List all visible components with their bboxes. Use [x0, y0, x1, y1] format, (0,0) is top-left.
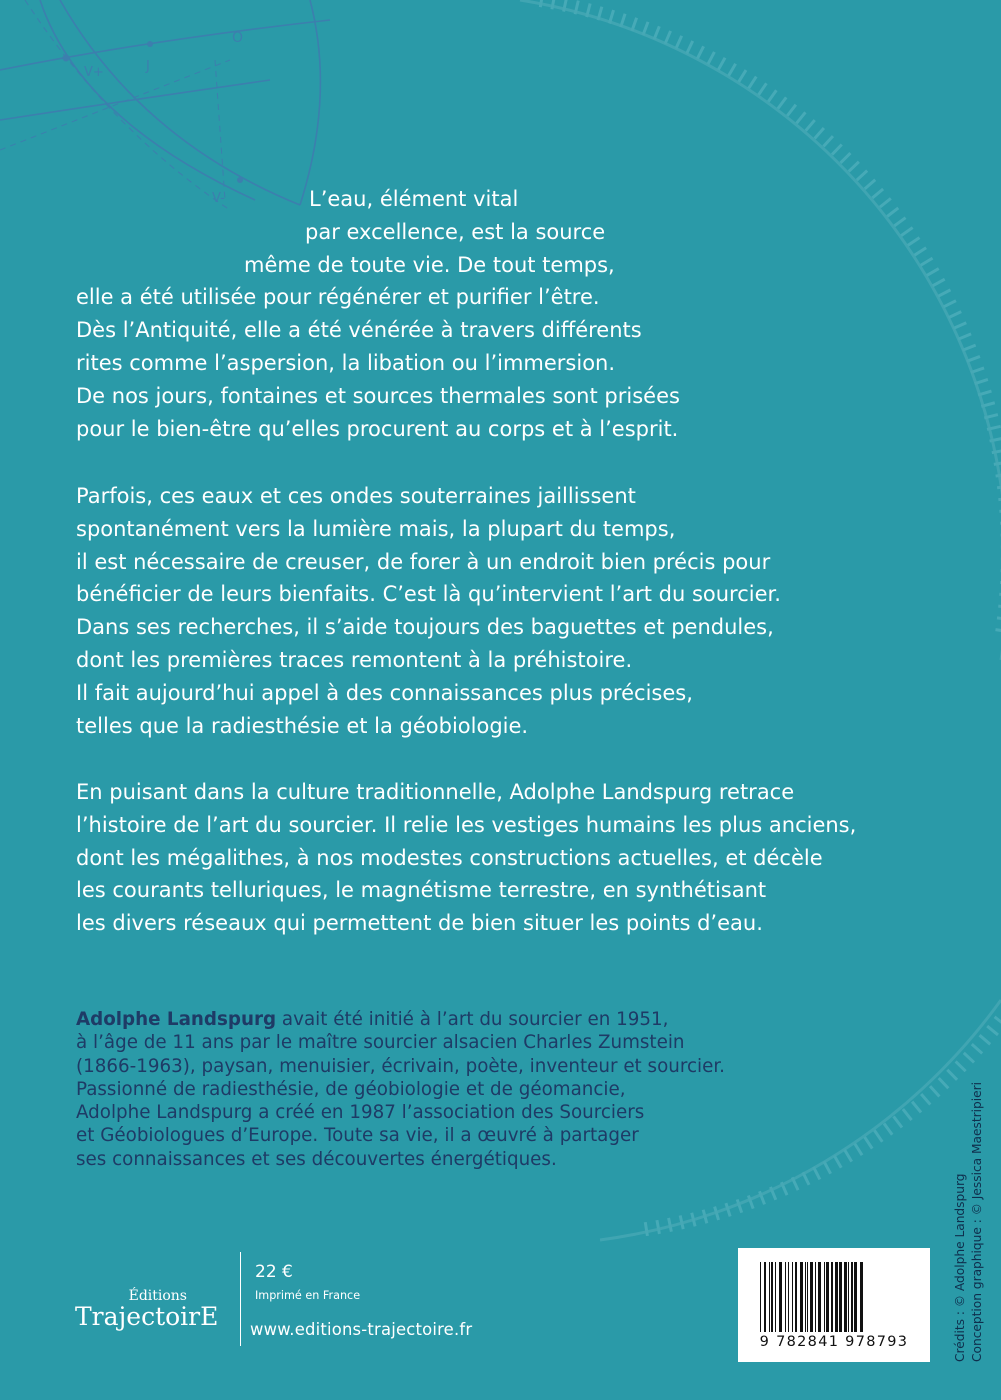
text-line: pour le bien-être qu’elles procurent au corps et à l’esprit.: [76, 416, 679, 441]
third-paragraph: [76, 776, 856, 940]
sphere-arc-outer: [60, 0, 300, 205]
isbn-number: 9 782841 978793: [759, 1334, 909, 1350]
barcode-bar: [826, 1262, 829, 1332]
second-paragraph: [76, 480, 781, 742]
barcode-bar: [775, 1262, 776, 1332]
sphere-arc-right: [300, 0, 320, 205]
barcode-bar: [844, 1262, 847, 1332]
isbn-barcode: [738, 1248, 930, 1362]
author-bio: [76, 1008, 725, 1171]
printed-in: Imprimé en France: [255, 1289, 361, 1302]
bio-first-line: [76, 1008, 725, 1031]
intro-paragraph: [0, 183, 1001, 445]
barcode-bar: [788, 1262, 789, 1332]
publisher-name: TrajectoirE: [75, 1302, 219, 1331]
bio-line: à l’âge de 11 ans par le maître sourcier alsacien Charles Zumstein: [76, 1032, 685, 1054]
diagram-label-top: O: [232, 30, 244, 46]
barcode-bar: [792, 1262, 793, 1332]
text-line: dont les premières traces remontent à la préhistoire.: [76, 647, 633, 672]
barcode-bar: [835, 1262, 838, 1332]
credits-line: Crédits : © Adolphe Landspurg: [953, 1173, 967, 1362]
barcode-bar: [779, 1262, 782, 1332]
publisher-label: Éditions: [128, 1288, 187, 1304]
dashed-meridian: [25, 0, 230, 210]
text-line: les courants telluriques, le magnétisme terrestre, en synthétisant: [76, 878, 767, 903]
text-line: De nos jours, fontaines et sources thermales sont prisées: [76, 383, 680, 408]
dashed-vertical: [215, 60, 225, 200]
bio-line: Adolphe Landspurg a créé en 1987 l’association des Sourciers: [76, 1102, 645, 1124]
text-line: telles que la radiesthésie et la géobiologie.: [76, 713, 529, 738]
text-line: L’eau, élément vital: [309, 187, 519, 211]
diagram-point: [147, 41, 153, 47]
diagram-point: [63, 55, 70, 62]
bio-line: et Géobiologues d’Europe. Toute sa vie, il a œuvré à partager: [76, 1125, 639, 1147]
bio-line: Passionné de radiesthésie, de géobiologie et de géomancie,: [76, 1078, 626, 1100]
text-line: il est nécessaire de creuser, de forer à un endroit bien précis pour: [76, 549, 771, 574]
bio-first-line-rest: avait été initié à l’art du sourcier en 1951,: [276, 1009, 669, 1030]
credits-line: Conception graphique : © Jessica Maestripieri: [970, 1081, 984, 1362]
barcode-bar: [760, 1262, 761, 1332]
barcode-bar: [769, 1262, 770, 1332]
barcode-bar: [824, 1262, 825, 1332]
bio-line: (1866-1963), paysan, menuisier, écrivain, poète, inventeur et sourcier.: [76, 1055, 725, 1077]
sphere-latitude: [0, 20, 330, 70]
text-line: Parfois, ces eaux et ces ondes souterraines jaillissent: [76, 484, 636, 508]
barcode-bar: [848, 1262, 849, 1332]
text-line: même de toute vie. De tout temps,: [244, 252, 615, 277]
barcode-bar: [805, 1262, 806, 1332]
text-line: spontanément vers la lumière mais, la plupart du temps,: [76, 516, 676, 541]
barcode-bar: [818, 1262, 821, 1332]
diagram-label-bottom: V-: [212, 191, 225, 206]
text-line: l’histoire de l’art du sourcier. Il relie les vestiges humains les plus anciens,: [76, 812, 857, 837]
text-line: Dans ses recherches, il s’aide toujours des baguettes et pendules,: [76, 615, 774, 640]
text-line: Dès l’Antiquité, elle a été vénérée à travers différents: [76, 318, 642, 343]
text-line: En puisant dans la culture traditionnelle, Adolphe Landspurg retrace: [76, 780, 795, 804]
website-link[interactable]: www.editions-trajectoire.fr: [250, 1320, 473, 1339]
barcode-bar: [764, 1262, 766, 1332]
footer-divider: [240, 1252, 241, 1346]
barcode-bar: [785, 1262, 786, 1332]
text-line: par excellence, est la source: [305, 219, 606, 244]
diagram-label-left: V+: [84, 65, 104, 80]
text-line: Il fait aujourd’hui appel à des connaissances plus précises,: [76, 680, 693, 705]
barcode-bar: [854, 1262, 857, 1332]
barcode-bar: [851, 1262, 853, 1332]
barcode-bar: [800, 1262, 803, 1332]
sphere-latitude-lower: [0, 80, 270, 120]
text-line: elle a été utilisée pour régénérer et purifier l’être.: [76, 285, 600, 310]
barcode-bar: [815, 1262, 816, 1332]
barcode-bar: [831, 1262, 833, 1332]
text-line: rites comme l’aspersion, la libation ou l’immersion.: [76, 350, 616, 375]
dashed-diagonal: [0, 60, 230, 150]
barcode-bar: [795, 1262, 797, 1332]
price: 22 €: [255, 1262, 293, 1282]
diagram-label-middle: J: [146, 59, 150, 74]
author-name: Adolphe Landspurg: [76, 1009, 277, 1030]
barcode-bar: [807, 1262, 808, 1332]
barcode-bar: [810, 1262, 813, 1332]
barcode-bar: [860, 1262, 863, 1332]
barcode-bar: [771, 1262, 773, 1332]
publisher-logo: [75, 1288, 219, 1331]
barcode-bar: [839, 1262, 842, 1332]
barcode-bars: [738, 1248, 930, 1338]
credits: [952, 1082, 986, 1362]
text-line: les divers réseaux qui permettent de bien situer les points d’eau.: [76, 911, 763, 936]
text-line: dont les mégalithes, à nos modestes constructions actuelles, et décèle: [76, 845, 823, 870]
bio-line: ses connaissances et ses découvertes énergétiques.: [76, 1148, 557, 1170]
text-line: bénéficier de leurs bienfaits. C’est là qu’intervient l’art du sourcier.: [76, 582, 781, 607]
